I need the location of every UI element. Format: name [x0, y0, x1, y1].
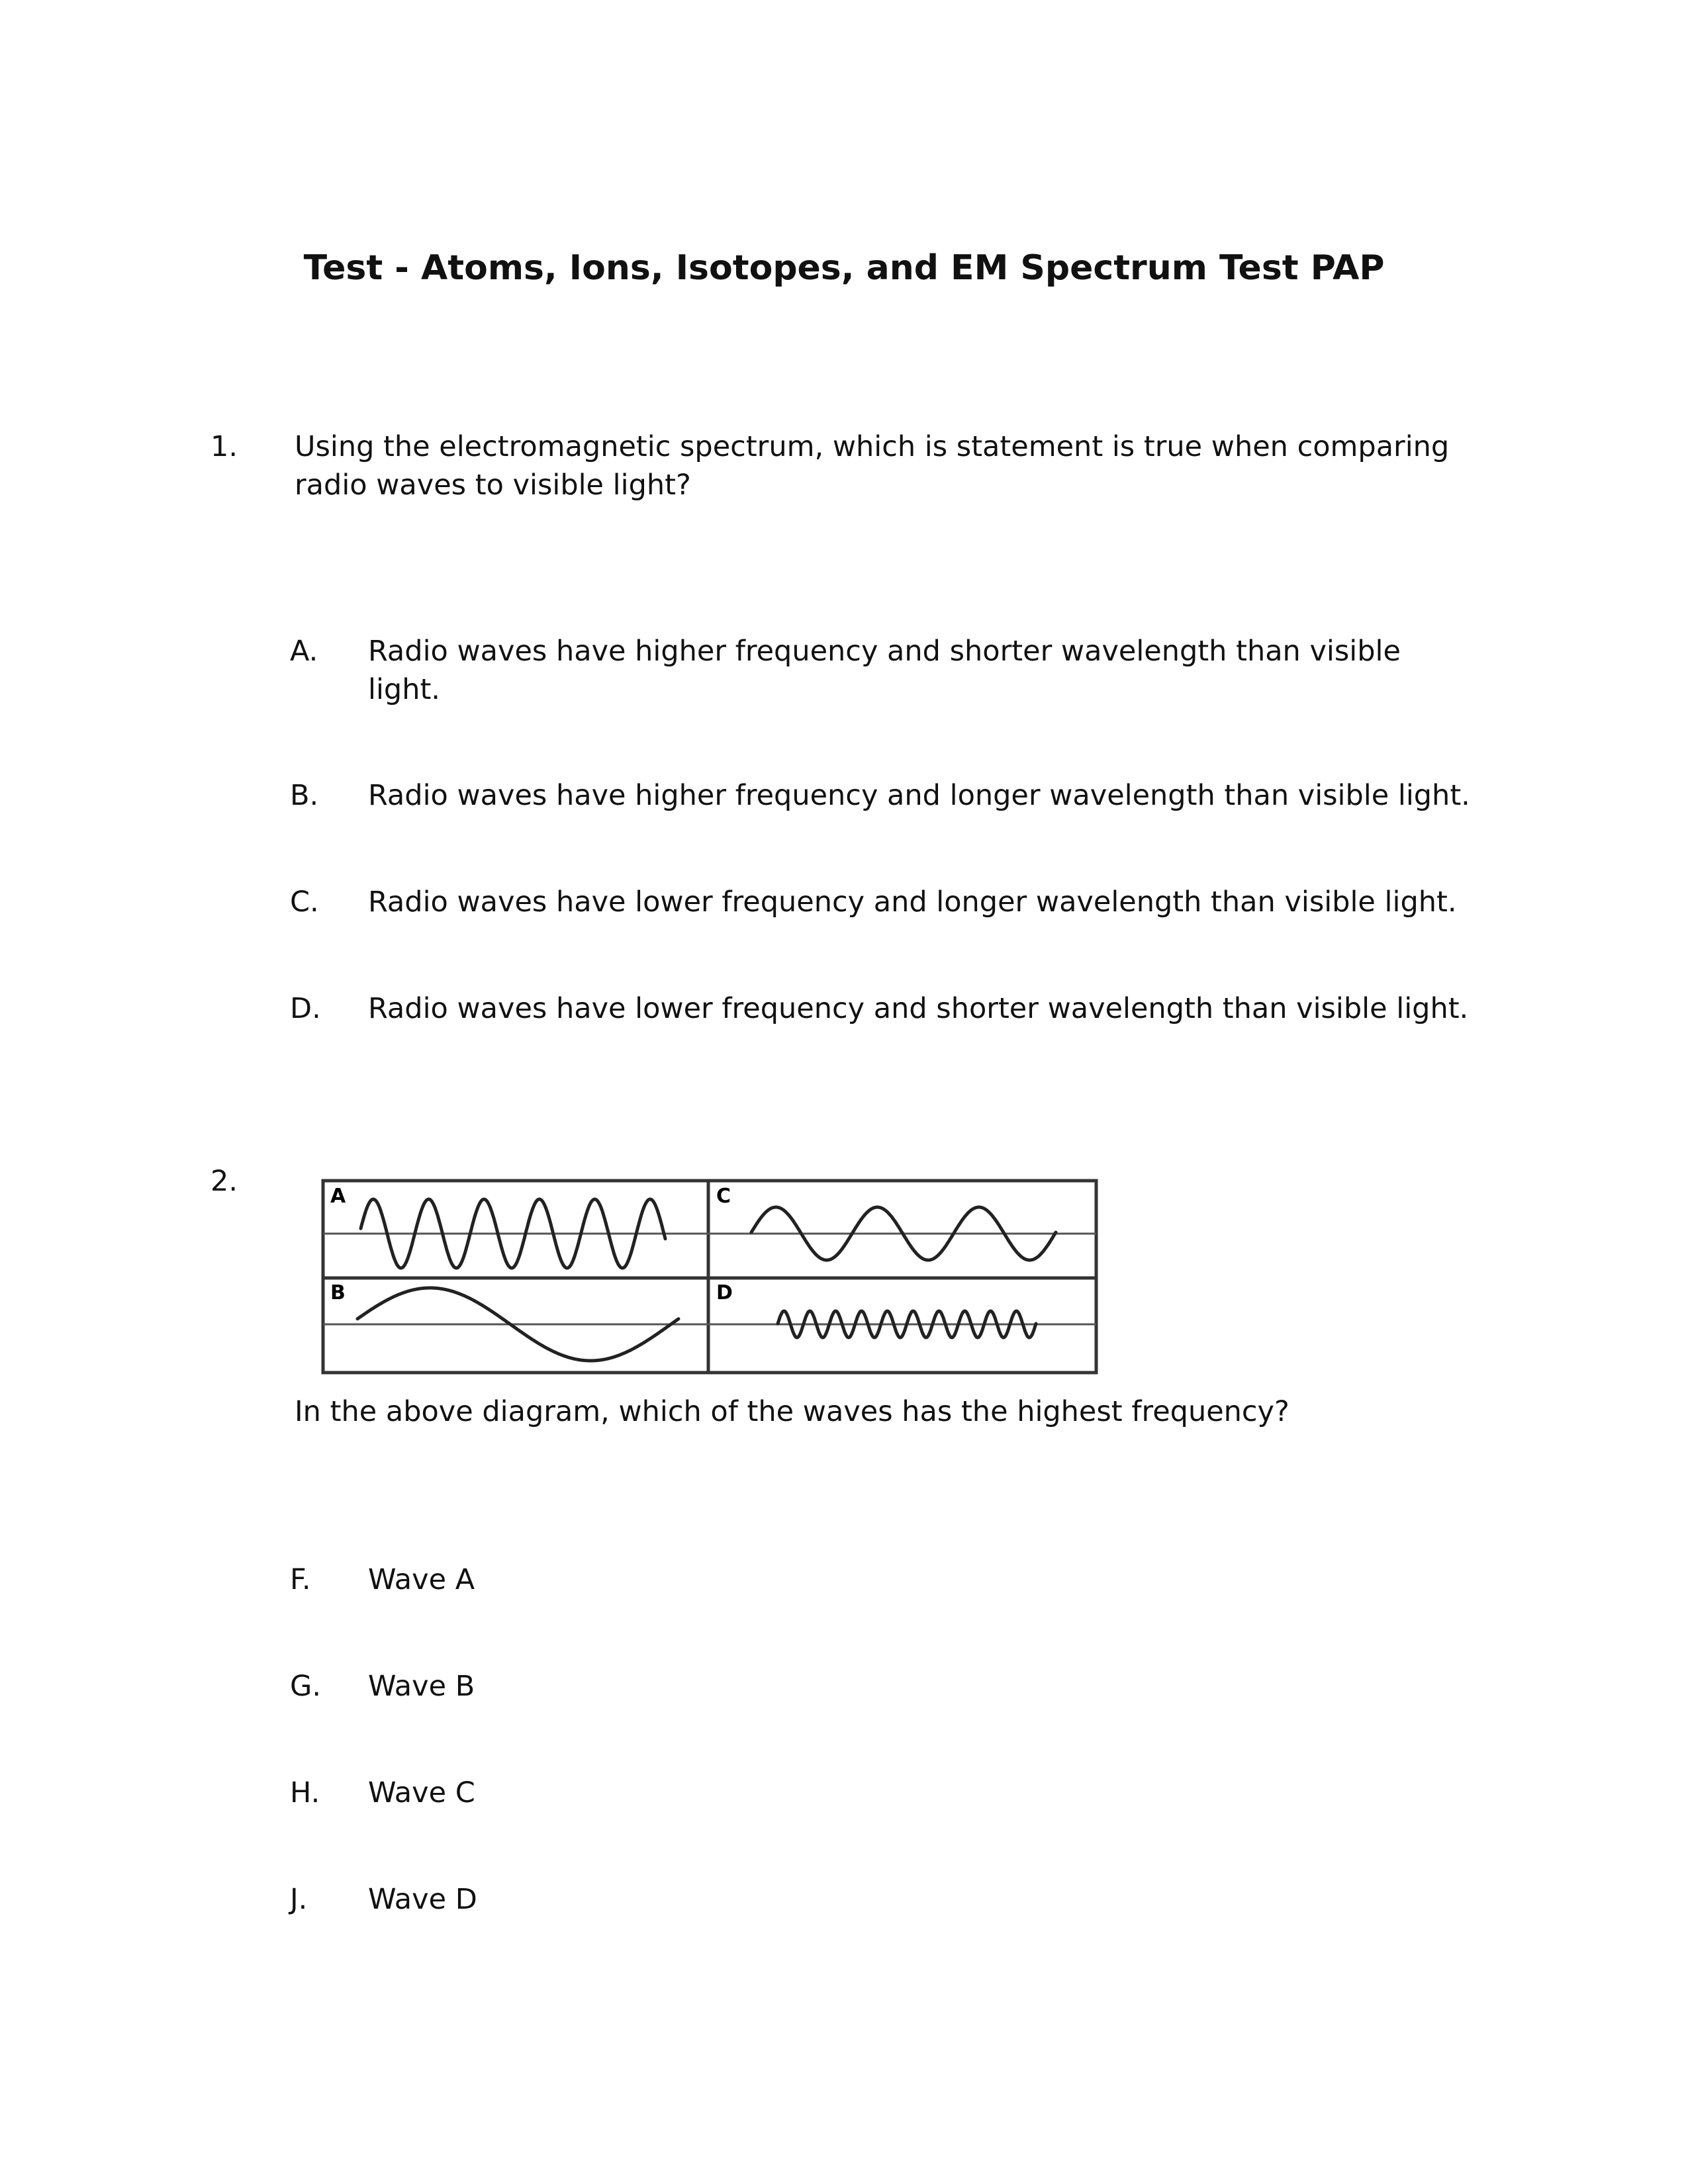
question-text: Using the electromagnetic spectrum, which is statement is true when comparing radio waves to visible light?: [295, 430, 1450, 502]
option-letter: C.: [290, 886, 319, 919]
wave-d: [778, 1311, 1036, 1338]
panel-label-b: B: [330, 1281, 346, 1304]
option-letter: H.: [290, 1776, 320, 1809]
option-letter: A.: [290, 635, 318, 668]
page-title: Test - Atoms, Ions, Isotopes, and EM Spectrum Test PAP: [303, 248, 1385, 288]
panel-label-c: C: [716, 1185, 731, 1208]
option-text: Radio waves have higher frequency and longer wavelength than visible light.: [368, 779, 1470, 812]
option-letter: F.: [290, 1563, 311, 1596]
question-number: 1.: [211, 430, 238, 463]
option-text: Radio waves have higher frequency and shorter wavelength than visible light.: [368, 635, 1401, 706]
panel-label-d: D: [716, 1281, 733, 1304]
panel-label-a: A: [330, 1185, 346, 1208]
option-text: Wave A: [368, 1563, 475, 1596]
option-text: Radio waves have lower frequency and shorter wavelength than visible light.: [368, 992, 1469, 1025]
option-letter: D.: [290, 992, 321, 1025]
option-text: Wave B: [368, 1670, 475, 1703]
wave-diagram: [321, 1179, 1102, 1377]
option-text: Wave C: [368, 1776, 475, 1809]
option-text: Radio waves have lower frequency and longer wavelength than visible light.: [368, 886, 1457, 919]
option-letter: B.: [290, 779, 319, 812]
option-letter: J.: [290, 1883, 308, 1916]
option-text: Wave D: [368, 1883, 477, 1916]
option-letter: G.: [290, 1670, 321, 1703]
question-text: In the above diagram, which of the waves has the highest frequency?: [295, 1395, 1289, 1428]
question-number: 2.: [211, 1165, 238, 1198]
